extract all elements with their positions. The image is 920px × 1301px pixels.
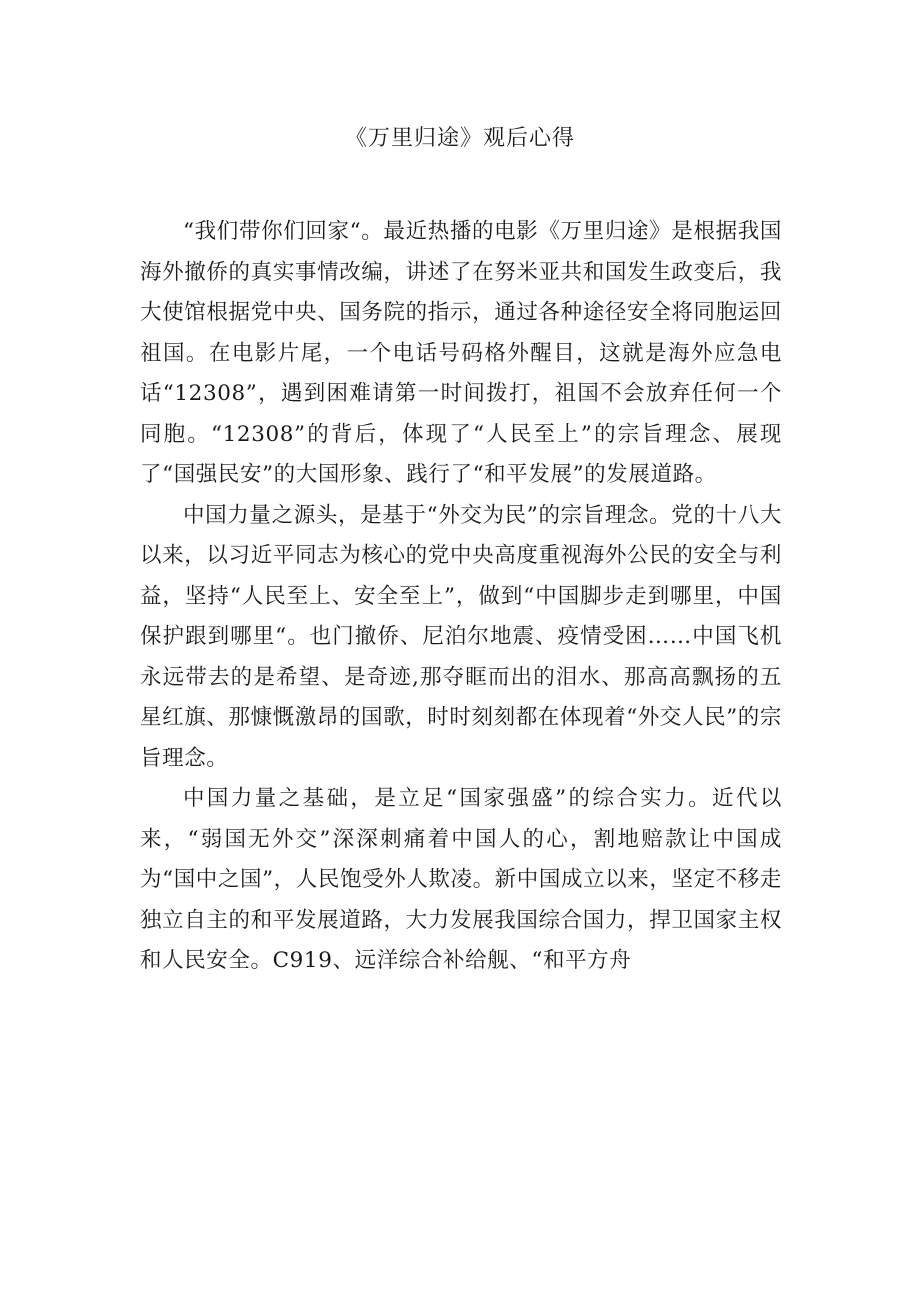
paragraph-intro: “我们带你们回家“。最近热播的电影《万里归途》是根据我国海外撤侨的真实事情改编，讲述了在努米亚共和国发生政变后，我大使馆根据党中央、国务院的指示，通过各种途径安全将同胞运回祖国。在电影片尾，一个电话号码格外醒目，这就是海外应急电话“12308”，遇到困难请第一时间拨打，祖国不会放弃任何一个同胞。“12308”的背后，体现了“人民至上”的宗旨理念、展现了“国强民安”的大国形象、践行了“和平发展”的发展道路。 [140,219,782,487]
document-body [140,212,782,982]
paragraph-diplomacy-for-people: 中国力量之源头，是基于“外交为民”的宗旨理念。党的十八大以来，以习近平同志为核心的党中央高度重视海外公民的安全与利益，坚持“人民至上、安全至上”，做到“中国脚步走到哪里，中国保护跟到哪里“。也门撤侨、尼泊尔地震、疫情受困……中国飞机永远带去的是希望、是奇迹,那夺眶而出的泪水、那高高飘扬的五星红旗、那慷慨激昂的国歌，时时刻刻都在体现着“外交人民”的宗旨理念。 [140,502,782,771]
paragraph-national-strength: 中国力量之基础，是立足“国家强盛”的综合实力。近代以来，“弱国无外交”深深刺痛着中国人的心，割地赔款让中国成为“国中之国”，人民饱受外人欺凌。新中国成立以来，坚定不移走独立自主的和平发展道路，大力发展我国综合国力，捍卫国家主权和人民安全。C919、远洋综合补给舰、“和平方舟 [140,786,782,973]
document-title: 《万里归途》观后心得 [344,126,575,151]
